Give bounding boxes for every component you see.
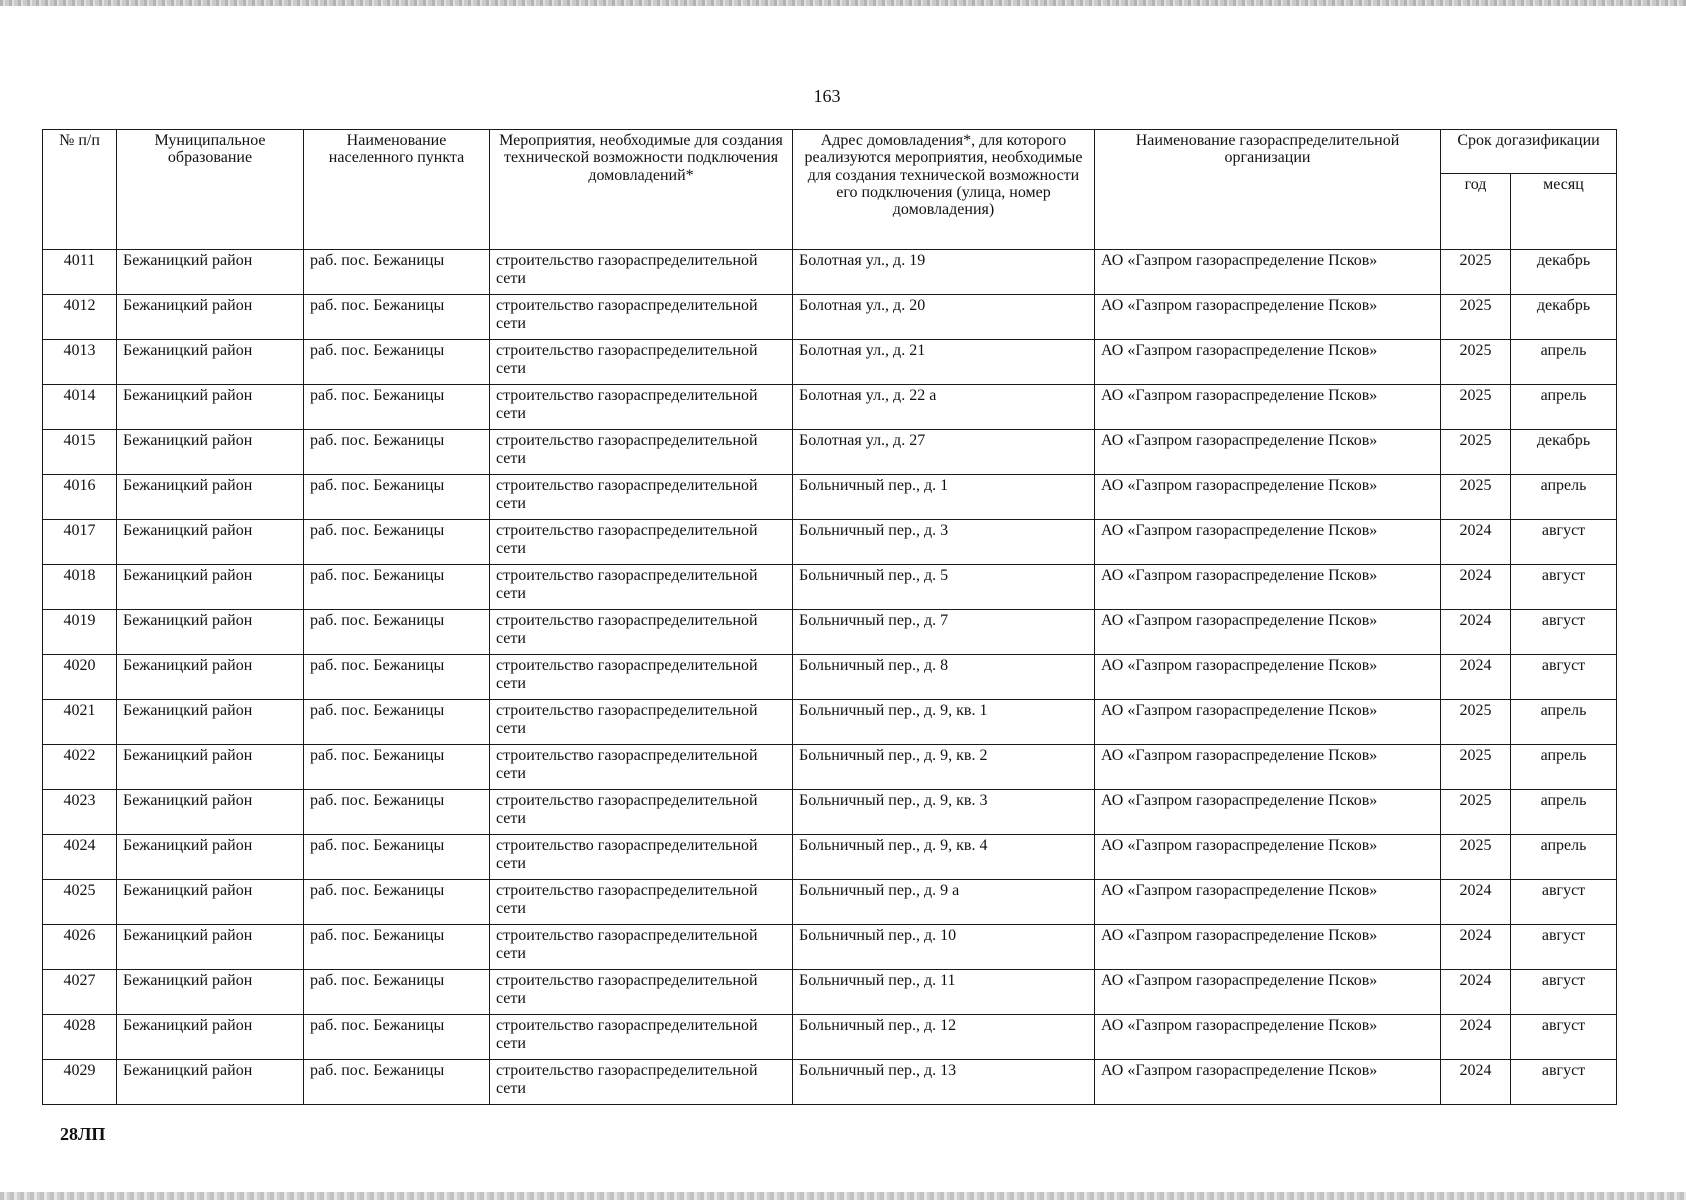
cell-locality: раб. пос. Бежаницы (304, 970, 490, 1015)
cell-address: Больничный пер., д. 1 (793, 475, 1095, 520)
cell-locality: раб. пос. Бежаницы (304, 835, 490, 880)
cell-municipality: Бежаницкий район (117, 925, 304, 970)
cell-month: апрель (1511, 835, 1617, 880)
header-locality: Наименование населенного пункта (304, 130, 490, 250)
cell-works: строительство газораспределительной сети (490, 520, 793, 565)
cell-organization: АО «Газпром газораспределение Псков» (1095, 925, 1441, 970)
cell-address: Больничный пер., д. 7 (793, 610, 1095, 655)
cell-municipality: Бежаницкий район (117, 655, 304, 700)
cell-num: 4016 (43, 475, 117, 520)
scan-edge-bottom (0, 1192, 1686, 1200)
cell-num: 4014 (43, 385, 117, 430)
cell-year: 2025 (1441, 745, 1511, 790)
cell-municipality: Бежаницкий район (117, 700, 304, 745)
cell-works: строительство газораспределительной сети (490, 1060, 793, 1105)
footer-code: 28ЛП (60, 1124, 106, 1144)
cell-num: 4023 (43, 790, 117, 835)
cell-organization: АО «Газпром газораспределение Псков» (1095, 475, 1441, 520)
cell-address: Больничный пер., д. 9, кв. 2 (793, 745, 1095, 790)
cell-year: 2025 (1441, 430, 1511, 475)
cell-month: август (1511, 610, 1617, 655)
cell-works: строительство газораспределительной сети (490, 835, 793, 880)
header-year: год (1441, 174, 1511, 250)
cell-organization: АО «Газпром газораспределение Псков» (1095, 385, 1441, 430)
cell-num: 4027 (43, 970, 117, 1015)
cell-works: строительство газораспределительной сети (490, 250, 793, 295)
cell-num: 4015 (43, 430, 117, 475)
cell-organization: АО «Газпром газораспределение Псков» (1095, 295, 1441, 340)
cell-address: Болотная ул., д. 20 (793, 295, 1095, 340)
cell-organization: АО «Газпром газораспределение Псков» (1095, 430, 1441, 475)
table-row (43, 700, 1617, 745)
cell-works: строительство газораспределительной сети (490, 655, 793, 700)
cell-organization: АО «Газпром газораспределение Псков» (1095, 610, 1441, 655)
cell-organization: АО «Газпром газораспределение Псков» (1095, 1060, 1441, 1105)
cell-works: строительство газораспределительной сети (490, 430, 793, 475)
cell-locality: раб. пос. Бежаницы (304, 610, 490, 655)
cell-locality: раб. пос. Бежаницы (304, 385, 490, 430)
cell-num: 4025 (43, 880, 117, 925)
cell-works: строительство газораспределительной сети (490, 880, 793, 925)
cell-year: 2024 (1441, 1015, 1511, 1060)
table-row (43, 745, 1617, 790)
cell-address: Больничный пер., д. 9, кв. 4 (793, 835, 1095, 880)
table-row (43, 565, 1617, 610)
header-municipality: Муниципальное образование (117, 130, 304, 250)
cell-num: 4029 (43, 1060, 117, 1105)
cell-municipality: Бежаницкий район (117, 835, 304, 880)
table-row (43, 610, 1617, 655)
cell-address: Больничный пер., д. 11 (793, 970, 1095, 1015)
cell-year: 2024 (1441, 925, 1511, 970)
cell-year: 2024 (1441, 655, 1511, 700)
cell-municipality: Бежаницкий район (117, 340, 304, 385)
cell-month: август (1511, 565, 1617, 610)
cell-municipality: Бежаницкий район (117, 430, 304, 475)
cell-month: август (1511, 1015, 1617, 1060)
cell-year: 2025 (1441, 250, 1511, 295)
cell-address: Больничный пер., д. 9, кв. 3 (793, 790, 1095, 835)
table-row (43, 1060, 1617, 1105)
cell-locality: раб. пос. Бежаницы (304, 340, 490, 385)
cell-works: строительство газораспределительной сети (490, 565, 793, 610)
cell-month: август (1511, 880, 1617, 925)
table-row (43, 1015, 1617, 1060)
cell-municipality: Бежаницкий район (117, 295, 304, 340)
cell-month: август (1511, 1060, 1617, 1105)
cell-month: апрель (1511, 700, 1617, 745)
cell-municipality: Бежаницкий район (117, 475, 304, 520)
cell-num: 4022 (43, 745, 117, 790)
table-row (43, 295, 1617, 340)
cell-address: Больничный пер., д. 8 (793, 655, 1095, 700)
cell-address: Больничный пер., д. 13 (793, 1060, 1095, 1105)
table-row (43, 340, 1617, 385)
cell-address: Больничный пер., д. 9, кв. 1 (793, 700, 1095, 745)
cell-organization: АО «Газпром газораспределение Псков» (1095, 250, 1441, 295)
cell-municipality: Бежаницкий район (117, 1060, 304, 1105)
cell-works: строительство газораспределительной сети (490, 745, 793, 790)
cell-municipality: Бежаницкий район (117, 520, 304, 565)
cell-address: Болотная ул., д. 21 (793, 340, 1095, 385)
header-month: месяц (1511, 174, 1617, 250)
cell-organization: АО «Газпром газораспределение Псков» (1095, 655, 1441, 700)
cell-num: 4012 (43, 295, 117, 340)
cell-year: 2024 (1441, 970, 1511, 1015)
cell-address: Больничный пер., д. 12 (793, 1015, 1095, 1060)
cell-num: 4028 (43, 1015, 117, 1060)
header-works: Мероприятия, необходимые для создания технической возможности подключения домовладений* (490, 130, 793, 250)
cell-works: строительство газораспределительной сети (490, 790, 793, 835)
cell-locality: раб. пос. Бежаницы (304, 565, 490, 610)
cell-month: апрель (1511, 745, 1617, 790)
cell-year: 2025 (1441, 295, 1511, 340)
cell-num: 4018 (43, 565, 117, 610)
table-row (43, 790, 1617, 835)
table-row (43, 250, 1617, 295)
cell-works: строительство газораспределительной сети (490, 610, 793, 655)
cell-works: строительство газораспределительной сети (490, 970, 793, 1015)
header-address: Адрес домовладения*, для которого реализуются мероприятия, необходимые для создания технической возможности его подключения (улица, номер домовладения) (793, 130, 1095, 250)
cell-num: 4021 (43, 700, 117, 745)
gasification-table (42, 129, 1617, 1105)
scan-edge-top (0, 0, 1686, 6)
cell-address: Больничный пер., д. 9 а (793, 880, 1095, 925)
cell-organization: АО «Газпром газораспределение Псков» (1095, 790, 1441, 835)
cell-num: 4026 (43, 925, 117, 970)
cell-works: строительство газораспределительной сети (490, 295, 793, 340)
cell-address: Болотная ул., д. 19 (793, 250, 1095, 295)
header-num: № п/п (43, 130, 117, 250)
cell-locality: раб. пос. Бежаницы (304, 745, 490, 790)
cell-locality: раб. пос. Бежаницы (304, 250, 490, 295)
cell-municipality: Бежаницкий район (117, 385, 304, 430)
cell-month: апрель (1511, 475, 1617, 520)
cell-locality: раб. пос. Бежаницы (304, 925, 490, 970)
cell-year: 2024 (1441, 610, 1511, 655)
cell-month: декабрь (1511, 295, 1617, 340)
cell-municipality: Бежаницкий район (117, 565, 304, 610)
cell-locality: раб. пос. Бежаницы (304, 295, 490, 340)
cell-municipality: Бежаницкий район (117, 970, 304, 1015)
cell-locality: раб. пос. Бежаницы (304, 520, 490, 565)
cell-organization: АО «Газпром газораспределение Псков» (1095, 970, 1441, 1015)
cell-locality: раб. пос. Бежаницы (304, 430, 490, 475)
cell-month: август (1511, 655, 1617, 700)
cell-works: строительство газораспределительной сети (490, 340, 793, 385)
cell-works: строительство газораспределительной сети (490, 925, 793, 970)
cell-year: 2025 (1441, 790, 1511, 835)
cell-municipality: Бежаницкий район (117, 250, 304, 295)
cell-month: декабрь (1511, 430, 1617, 475)
table-row (43, 520, 1617, 565)
cell-municipality: Бежаницкий район (117, 745, 304, 790)
cell-works: строительство газораспределительной сети (490, 1015, 793, 1060)
cell-address: Больничный пер., д. 5 (793, 565, 1095, 610)
cell-num: 4024 (43, 835, 117, 880)
header-organization: Наименование газораспределительной организации (1095, 130, 1441, 250)
cell-year: 2024 (1441, 1060, 1511, 1105)
cell-year: 2025 (1441, 340, 1511, 385)
cell-municipality: Бежаницкий район (117, 1015, 304, 1060)
cell-locality: раб. пос. Бежаницы (304, 880, 490, 925)
cell-organization: АО «Газпром газораспределение Псков» (1095, 1015, 1441, 1060)
cell-year: 2025 (1441, 385, 1511, 430)
cell-num: 4013 (43, 340, 117, 385)
cell-address: Больничный пер., д. 10 (793, 925, 1095, 970)
table-row (43, 385, 1617, 430)
cell-locality: раб. пос. Бежаницы (304, 475, 490, 520)
cell-month: декабрь (1511, 250, 1617, 295)
cell-organization: АО «Газпром газораспределение Псков» (1095, 835, 1441, 880)
cell-address: Больничный пер., д. 3 (793, 520, 1095, 565)
table-row (43, 925, 1617, 970)
cell-year: 2024 (1441, 565, 1511, 610)
page-number: 163 (813, 86, 841, 106)
cell-month: апрель (1511, 790, 1617, 835)
cell-organization: АО «Газпром газораспределение Псков» (1095, 745, 1441, 790)
cell-year: 2025 (1441, 475, 1511, 520)
cell-month: август (1511, 925, 1617, 970)
table-row (43, 880, 1617, 925)
cell-municipality: Бежаницкий район (117, 790, 304, 835)
header-term: Срок догазификации (1441, 130, 1617, 174)
table-row (43, 835, 1617, 880)
cell-works: строительство газораспределительной сети (490, 700, 793, 745)
table-row (43, 475, 1617, 520)
cell-year: 2025 (1441, 700, 1511, 745)
cell-month: апрель (1511, 340, 1617, 385)
cell-municipality: Бежаницкий район (117, 880, 304, 925)
cell-municipality: Бежаницкий район (117, 610, 304, 655)
cell-locality: раб. пос. Бежаницы (304, 700, 490, 745)
cell-num: 4017 (43, 520, 117, 565)
cell-locality: раб. пос. Бежаницы (304, 655, 490, 700)
cell-organization: АО «Газпром газораспределение Псков» (1095, 700, 1441, 745)
table-row (43, 970, 1617, 1015)
table-body (43, 250, 1617, 1105)
cell-works: строительство газораспределительной сети (490, 475, 793, 520)
table-header (43, 130, 1617, 250)
cell-year: 2024 (1441, 520, 1511, 565)
cell-organization: АО «Газпром газораспределение Псков» (1095, 880, 1441, 925)
cell-locality: раб. пос. Бежаницы (304, 790, 490, 835)
cell-num: 4019 (43, 610, 117, 655)
cell-year: 2024 (1441, 880, 1511, 925)
cell-locality: раб. пос. Бежаницы (304, 1060, 490, 1105)
table-row (43, 655, 1617, 700)
cell-year: 2025 (1441, 835, 1511, 880)
cell-num: 4011 (43, 250, 117, 295)
table-row (43, 430, 1617, 475)
cell-month: апрель (1511, 385, 1617, 430)
cell-address: Болотная ул., д. 22 а (793, 385, 1095, 430)
cell-locality: раб. пос. Бежаницы (304, 1015, 490, 1060)
cell-organization: АО «Газпром газораспределение Псков» (1095, 520, 1441, 565)
cell-organization: АО «Газпром газораспределение Псков» (1095, 340, 1441, 385)
cell-address: Болотная ул., д. 27 (793, 430, 1095, 475)
cell-organization: АО «Газпром газораспределение Псков» (1095, 565, 1441, 610)
cell-month: август (1511, 970, 1617, 1015)
cell-works: строительство газораспределительной сети (490, 385, 793, 430)
cell-month: август (1511, 520, 1617, 565)
cell-num: 4020 (43, 655, 117, 700)
